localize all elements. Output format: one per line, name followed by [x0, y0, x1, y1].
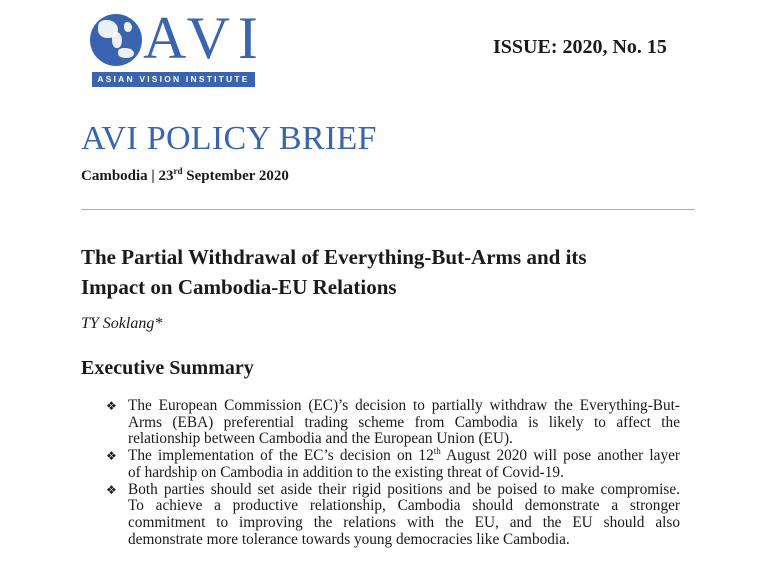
- text-line: commitment to improving the relations with the EU, and the EU should also: [128, 513, 680, 531]
- headline-line: Impact on Cambodia-EU Relations: [81, 275, 397, 299]
- section-heading: Executive Summary: [81, 357, 254, 379]
- text-line: relationship between Cambodia and the European Union (EU).: [128, 430, 513, 448]
- dateline-sup: rd: [173, 166, 183, 176]
- text-line: Both parties should set aside their rigid positions and be poised to make compromise.: [128, 480, 680, 498]
- dateline-suffix: September 2020: [182, 168, 289, 184]
- text-line: demonstrate more tolerance towards young democracies like Cambodia.: [128, 530, 570, 548]
- text-line: To achieve a productive relationship, Cambodia should demonstrate a stronger: [128, 497, 680, 515]
- text-line: of hardship on Cambodia in addition to the existing threat of Covid-19.: [128, 463, 564, 481]
- headline-line: The Partial Withdrawal of Everything-But-Arms and its: [81, 245, 587, 269]
- diamond-bullet-icon: ❖: [106, 482, 117, 497]
- text-line: The European Commission (EC)’s decision to partially withdraw the Everything-But-: [128, 397, 680, 414]
- text-line: Arms (EBA) preferential trading scheme from Cambodia is likely to affect the: [128, 413, 680, 431]
- issue-number: ISSUE: 2020, No. 15: [493, 36, 667, 58]
- diamond-bullet-icon: ❖: [106, 399, 117, 413]
- logo-letters: AVI: [143, 5, 266, 71]
- article-headline: [81, 242, 681, 302]
- text-line: [128, 448, 680, 465]
- list-item: [106, 398, 680, 448]
- list-item: [106, 482, 680, 549]
- divider: [81, 209, 695, 210]
- author: TY Soklang*: [81, 315, 163, 332]
- text-pre: The implementation of the EC’s decision on 12: [128, 447, 434, 465]
- dateline: [81, 166, 289, 185]
- summary-list: [106, 398, 680, 548]
- list-item: [106, 448, 680, 481]
- dateline-prefix: Cambodia | 23: [81, 168, 174, 184]
- text-sup: th: [433, 446, 441, 457]
- globe-icon: [90, 14, 142, 66]
- text-post: August 2020 will pose another layer: [440, 447, 680, 465]
- brief-title: AVI POLICY BRIEF: [81, 120, 377, 157]
- diamond-bullet-icon: ❖: [106, 449, 117, 464]
- logo-banner: ASIAN VISION INSTITUTE: [92, 72, 255, 87]
